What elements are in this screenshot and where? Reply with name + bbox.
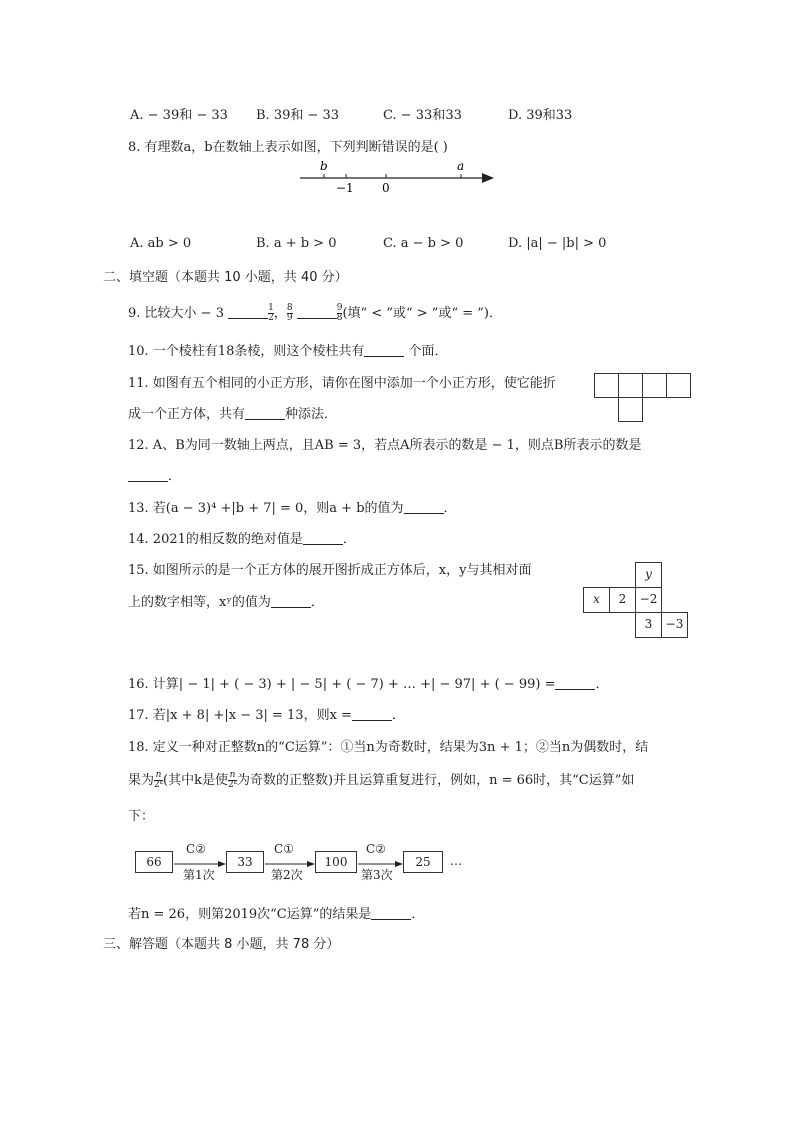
cube-net-figure [583,562,688,640]
square-1 [594,373,619,398]
q9-frac2-num: 8 [286,303,293,313]
label-zero: 0 [382,181,390,195]
q18-line-2 [128,769,634,790]
net-cell-neg2: −2 [635,587,662,613]
q18-last-line [128,903,424,922]
q9-frac3-num: 9 [336,303,343,313]
q13-blank [404,501,444,514]
arrow-right-icon [218,861,226,867]
q18-frac-2 [228,771,237,790]
q11-text-1: 成一个正方体，共有 [128,407,246,422]
arrow-right-icon [307,861,315,867]
q11-line-1: 11. 如图有五个相同的小正方形，请你在图中添加一个小正方形，使它能折 [128,376,556,391]
flow-op-3: C② [366,842,386,856]
flow-op-2: C① [274,842,294,856]
flow-box-3: 100 [315,851,357,873]
net-cell-x: x [583,587,610,613]
q7-option-b: B. 39和 − 33 [256,108,340,123]
q16-text-1: 16. 计算| − 1| + ( − 3) + | − 5| + ( − 7) + … +| − 97| + ( − 99) = [128,677,556,692]
q11-blank [245,407,285,420]
flow-op-1: C② [186,842,206,856]
q8-option-c: C. a − b > 0 [383,236,464,251]
square-4 [666,373,691,398]
q8-stem: 8. 有理数a，b在数轴上表示如图，下列判断错误的是( ) [128,140,448,155]
q18-blank [371,907,411,920]
q11-line-2 [128,403,337,422]
q9-frac1-num: 1 [268,303,274,313]
q9-blank-2 [297,306,337,319]
q13 [128,497,457,516]
q18-line-3: 下： [128,809,155,824]
q7-option-c: C. − 33和33 [383,108,462,123]
q16-text-2: ． [595,677,609,692]
arrow-right-icon [395,861,403,867]
q7-option-d: D. 39和33 [508,108,573,123]
q10-text-2: 个面． [404,344,448,359]
q18-frac-1 [154,771,163,790]
section-2-title: 二、填空题（本题共 10 小题，共 40 分） [103,270,348,285]
q18-text-2c: 为奇数的正整数)并且运算重复进行，例如，n = 66时，其“C运算”如 [237,773,635,788]
q13-text-1: 13. 若(a − 3)⁴ +|b + 7| = 0，则a + b的值为 [128,501,404,516]
q9 [128,302,502,323]
q12-line-2 [128,465,181,484]
q10-blank [364,344,404,357]
q15-text-1: 上的数字相等，xʸ的值为 [128,595,271,610]
label-b: b [320,159,328,173]
q18-text-2b: (其中k是使 [163,773,228,788]
q14-text-1: 14. 2021的相反数的绝对值是 [128,532,303,547]
net-cell-neg3: −3 [661,612,688,638]
flow-step-1: 第1次 [183,868,215,882]
flow-step-2: 第2次 [271,868,303,882]
q17-blank [352,708,392,721]
q15-line-1: 15. 如图所示的是一个正方体的展开图折成正方体后，x，y与其相对面 [128,563,532,578]
q9-frac-2 [287,304,293,323]
q15-line-2 [128,591,324,610]
q18-last-text-1: 若n = 26，则第2019次“C运算”的结果是 [128,907,372,922]
q9-frac2-den: 9 [286,313,293,323]
q17 [128,704,405,723]
number-line-figure [296,158,501,196]
flow-ellipsis: … [450,854,462,868]
square-5 [618,397,643,422]
q18-line-1: 18. 定义一种对正整数n的“C运算”：①当n为奇数时，结果为3n + 1；②当n为偶数时，结 [128,740,649,755]
arrow-right-icon [482,173,494,183]
flow-step-3: 第3次 [361,868,393,882]
q15-blank [271,595,311,608]
net-cell-y: y [635,562,662,588]
q8-option-a: A. ab > 0 [130,236,192,251]
square-2 [618,373,643,398]
q16 [128,673,608,692]
q9-blank-1 [228,306,268,319]
q18-frac1-num: n [155,770,162,780]
q11-text-2: 种添法． [285,407,338,422]
q14-blank [303,532,343,545]
q9-prefix: 9. 比较大小 − 3 [128,306,229,321]
q11-squares-figure [594,373,692,422]
q12-text-2: ． [168,469,182,484]
q18-last-text-2: ． [411,907,425,922]
flow-box-1: 66 [135,851,173,873]
q15-text-2: ． [310,595,324,610]
q18-frac2-num: n [229,770,236,780]
label-a: a [457,159,465,173]
q16-blank [555,677,595,690]
q13-text-2: ． [443,501,457,516]
net-cell-3: 3 [635,612,662,638]
flow-box-4: 25 [403,851,443,873]
q9-frac1-den: 2 [268,313,274,323]
q17-text-1: 17. 若|x + 8| +|x − 3| = 13，则x = [128,708,352,723]
q14-text-2: ． [342,532,356,547]
q14 [128,528,356,547]
q7-option-a: A. − 39和 − 33 [130,108,228,123]
q18-frac1-den: 2ᵏ [154,780,164,790]
q12-line-1: 12. A、B为同一数轴上两点，且AB = 3，若点A所表示的数是 − 1，则点B所表示的数是 [128,438,642,453]
q10 [128,340,448,359]
square-3 [642,373,667,398]
flow-box-2: 33 [226,851,264,873]
q9-sep: ， [273,306,287,321]
q18-text-2a: 果为 [128,773,155,788]
q8-option-d: D. |a| − |b| > 0 [508,236,607,251]
q17-text-2: ． [391,708,405,723]
q8-option-b: B. a + b > 0 [256,236,337,251]
section-3-title: 三、解答题（本题共 8 小题，共 78 分） [103,937,340,952]
q9-suffix: (填“ < ”或“ > ”或“ = ”)． [342,306,502,321]
q12-blank [128,469,168,482]
label-neg1: −1 [336,181,354,195]
q10-text-1: 10. 一个棱柱有18条棱，则这个棱柱共有 [128,344,365,359]
net-cell-2: 2 [609,587,636,613]
c-operation-flow [135,842,475,886]
q18-frac2-den: 2ᵏ [227,780,237,790]
q9-frac3-den: 8 [336,313,343,323]
